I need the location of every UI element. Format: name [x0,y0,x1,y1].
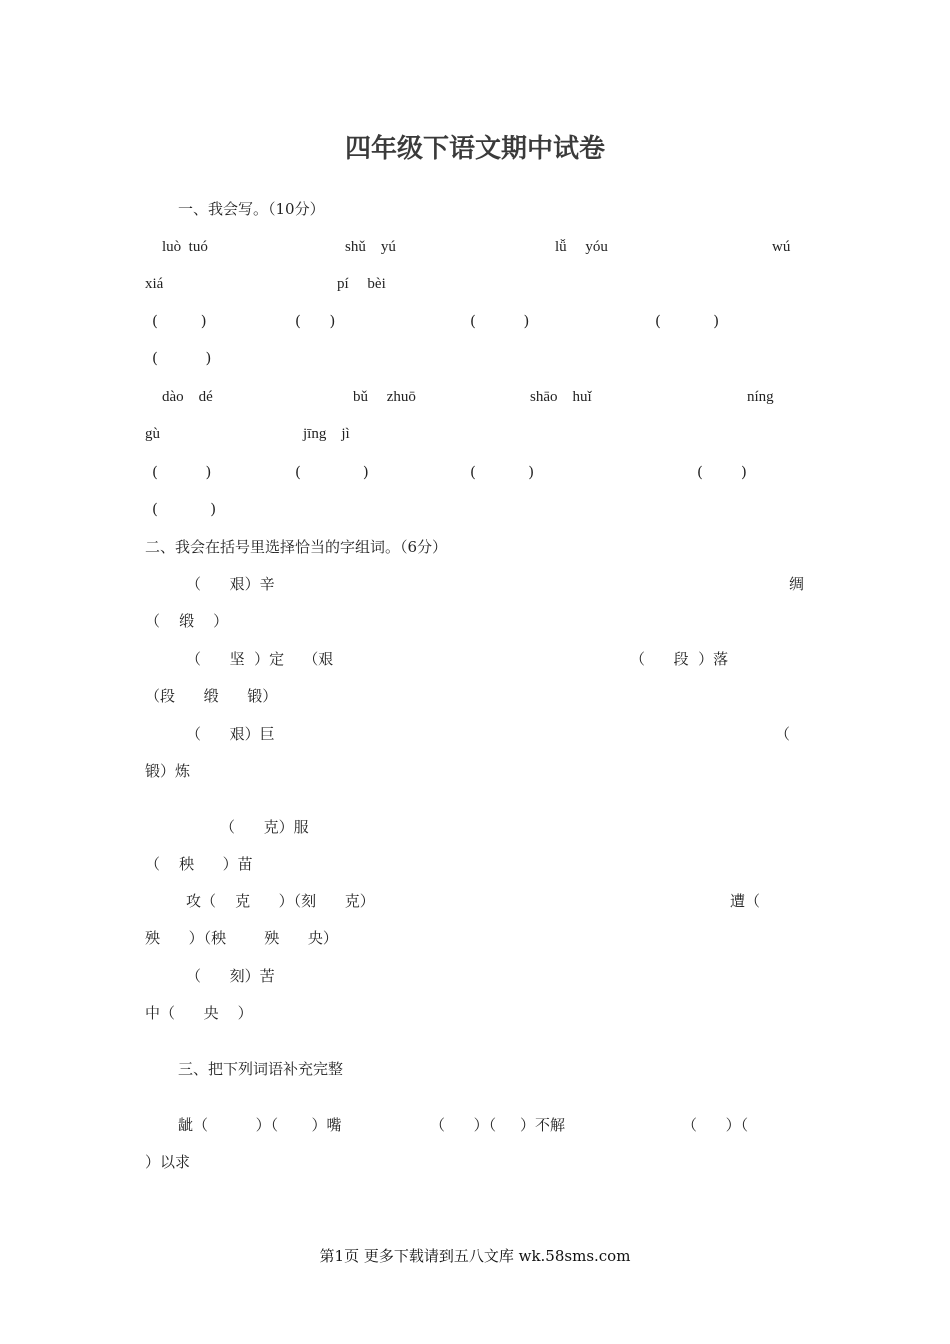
word-choice-line: 殃 ）（秧 殃 央） [145,929,338,947]
pinyin-shuyu: shǔ yú [345,239,396,255]
answer-blank[interactable]: ( ) [655,312,720,330]
answer-blank[interactable]: ( ) [152,463,212,481]
word-choice-line: 遭（ [730,892,761,910]
pinyin-lvyou: lǚ yóu [555,239,608,255]
word-choice-line: （ 艰）巨 [186,725,275,743]
pinyin-daode: dào dé [162,389,213,405]
word-choice-line: 绸 [789,575,805,593]
word-choice-line: （ 缎 ） [145,612,229,630]
section-1-heading: 一、我会写。（10分） [178,200,325,218]
answer-blank[interactable]: ( ) [152,349,212,367]
word-choice-line: （ 段 ）落 [630,650,729,668]
word-choice-line: （ 艰）辛 [186,575,275,593]
word-choice-line: （ 坚 ）定 （艰 [186,650,334,668]
answer-blank[interactable]: ( ) [295,463,369,481]
pinyin-luotuo: luò tuó [162,239,208,255]
answer-blank[interactable]: ( ) [295,312,336,330]
pinyin-buzhuo: bǔ zhuō [353,389,416,405]
word-choice-line: 锻）炼 [145,762,191,780]
idiom-fill-line: （ ）（ ）不解 [430,1116,565,1134]
answer-blank[interactable]: ( ) [152,312,207,330]
answer-blank[interactable]: ( ) [470,312,530,330]
pinyin-ning: níng [747,389,774,405]
word-choice-line: 中（ 央 ） [145,1004,253,1022]
word-choice-line: （ 刻）苦 [186,967,275,985]
pinyin-gu: gù [145,426,160,442]
word-choice-line: （ 秧 ）苗 [145,855,253,873]
pinyin-pibei: pí bèi [337,276,386,292]
word-choice-line: （ 克）服 [220,818,309,836]
answer-blank[interactable]: ( ) [152,500,217,518]
section-3-heading: 三、把下列词语补充完整 [178,1060,344,1078]
pinyin-wu: wú [772,239,791,255]
pinyin-xia: xiá [145,276,164,292]
word-choice-line: 攻（ 克 ）（刻 克） [186,892,375,910]
word-choice-line: （ [775,725,791,743]
pinyin-shaohui: shāo huǐ [530,389,592,405]
page-footer: 第1页 更多下载请到五八文库 wk.58sms.com [319,1247,631,1265]
pinyin-jingji: jīng jì [303,426,350,442]
idiom-fill-line: （ ）（ [682,1116,749,1134]
word-choice-line: （段 缎 锻） [145,687,278,705]
idiom-fill-line: ）以求 [145,1153,191,1171]
idiom-fill-line: 龇（ ）（ ）嘴 [178,1116,342,1134]
answer-blank[interactable]: ( ) [697,463,747,481]
section-2-heading: 二、我会在括号里选择恰当的字组词。（6分） [145,538,448,556]
answer-blank[interactable]: ( ) [470,463,535,481]
page-title: 四年级下语文期中试卷 [344,134,605,164]
